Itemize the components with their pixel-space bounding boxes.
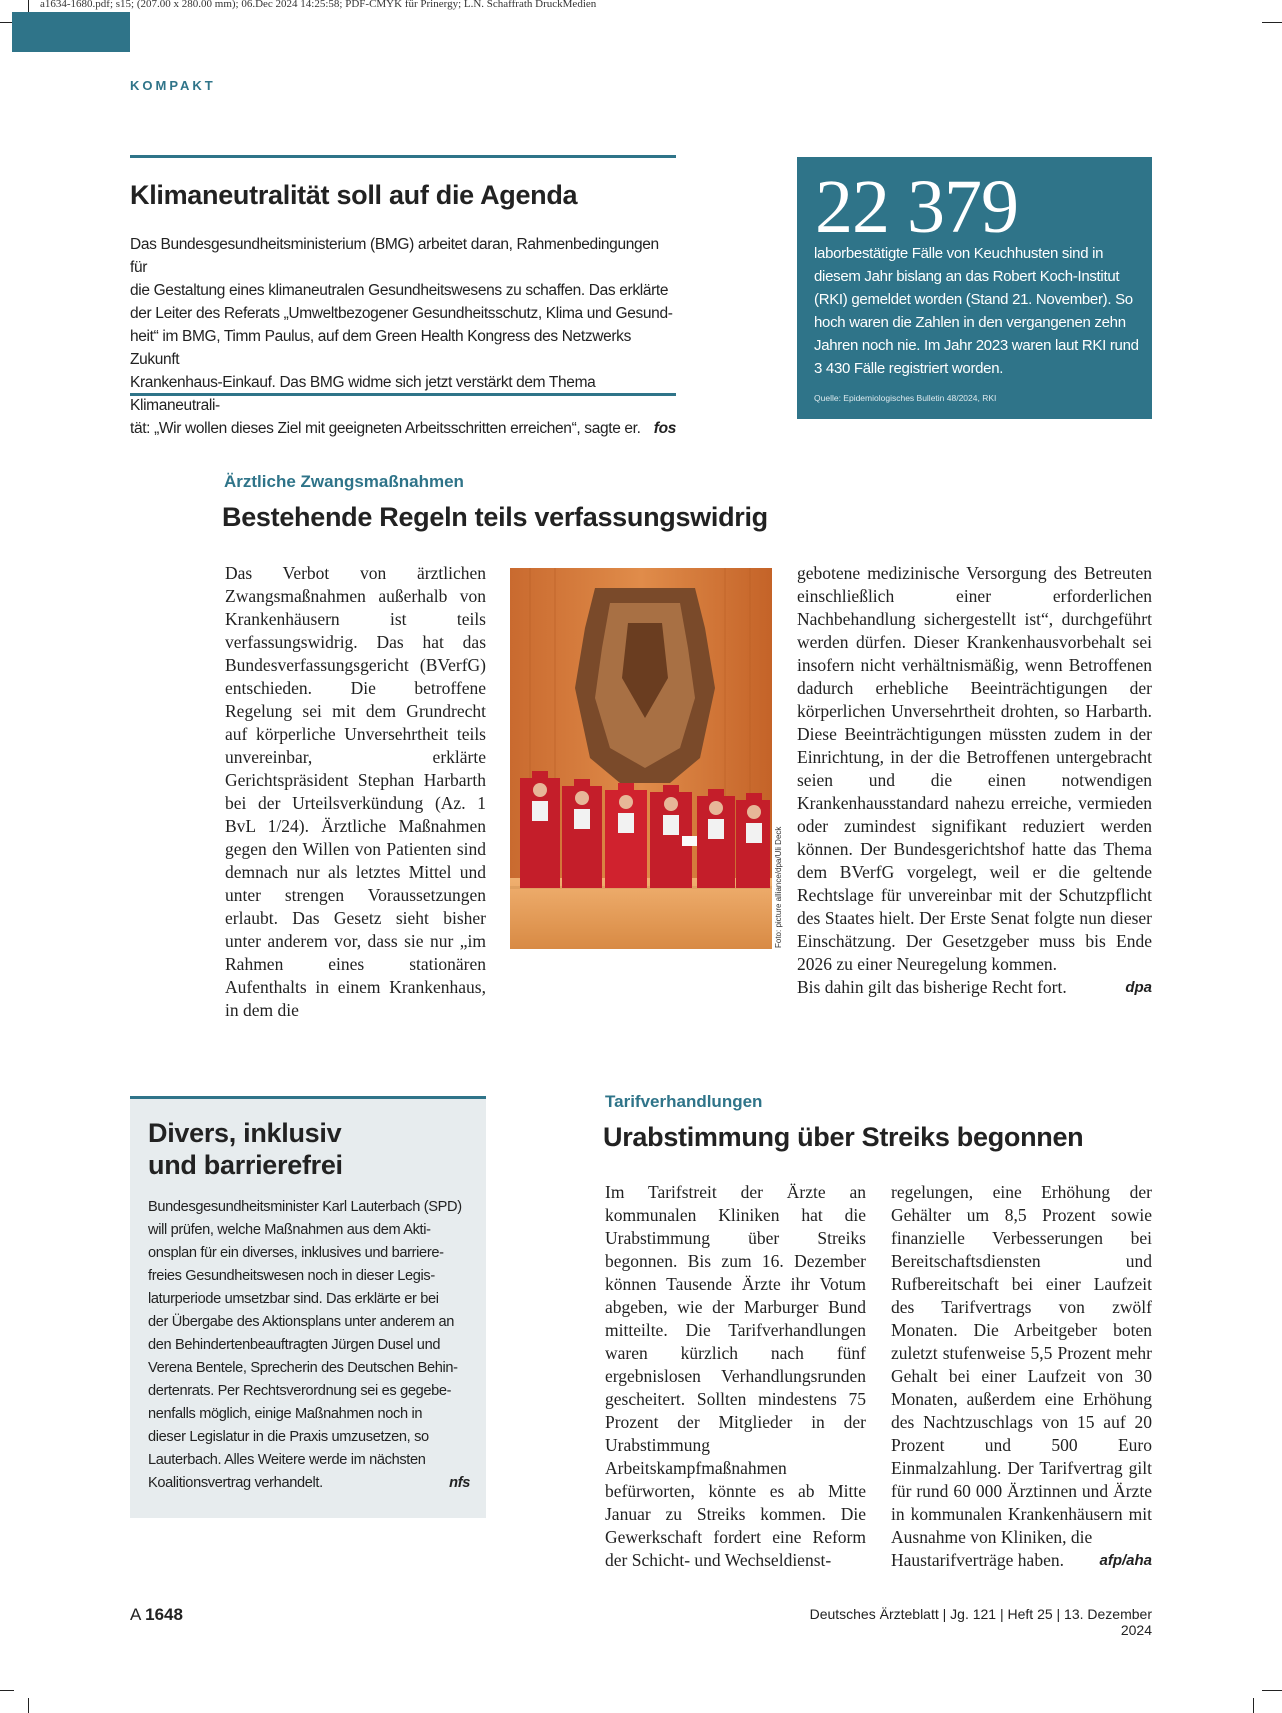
article1-top-rule <box>130 155 676 158</box>
stat-number: 22 379 <box>815 165 1018 249</box>
crop-mark <box>0 1690 14 1691</box>
article3-line: laturperiode umsetzbar sind. Das erklärte er bei <box>148 1291 439 1307</box>
article3-line: nenfalls möglich, einige Maßnahmen noch in <box>148 1406 423 1422</box>
article1-line: heit“ im BMG, Timm Paulus, auf dem Green Health Kongress des Netzwerks Zukunft <box>130 328 631 368</box>
print-info-slug: a1634-1680.pdf; s15; (207.00 x 280.00 mm); 06.Dec 2024 14:25:58; PDF-CMYK für Prinergy; L.N. Schaffrath DruckMedien <box>40 0 597 10</box>
crop-mark <box>1262 1690 1282 1691</box>
article3-line: will prüfen, welche Maßnahmen aus dem Akti- <box>148 1222 431 1238</box>
article3-line: onsplan für ein diverses, inklusives und barriere- <box>148 1245 444 1261</box>
article1-line: der Leiter des Referats „Umweltbezogener Gesundheitsschutz, Klima und Gesund- <box>130 305 673 322</box>
article3-line: dieser Legislatur in die Praxis umzusetzen, so <box>148 1429 429 1445</box>
article2-col2 <box>797 562 1152 999</box>
article4-col2 <box>891 1181 1152 1572</box>
article3-line: der Übergabe des Aktionsplans unter anderem an <box>148 1314 454 1330</box>
stat-text: laborbestätigte Fälle von Keuchhusten sind in diesem Jahr bislang an das Robert Koch-Institut (RKI) gemeldet worden (Stand 21. November). So hoch waren die Zahlen in den vergangenen zehn Jahren noch nie. Im Jahr 2023 waren laut RKI rund 3 430 Fälle registriert worden. <box>814 245 1139 377</box>
page-number <box>130 1605 183 1625</box>
article1-line-last <box>130 417 676 440</box>
article3-line: Bundesgesundheitsminister Karl Lauterbach (SPD) <box>148 1199 462 1215</box>
article2-title: Bestehende Regeln teils verfassungswidrig <box>222 502 768 532</box>
article3-body <box>148 1196 470 1495</box>
stat-source: Quelle: Epidemiologisches Bulletin 48/2024, RKI <box>814 393 997 403</box>
article1-line: Krankenhaus-Einkauf. Das BMG widme sich jetzt verstärkt dem Thema Klimaneutrali- <box>130 374 596 414</box>
article3-title-line: Divers, inklusiv <box>148 1118 342 1148</box>
article3-line: Koalitionsvertrag verhandelt. <box>148 1475 323 1491</box>
crop-mark <box>1253 1698 1254 1713</box>
article1-line: die Gestaltung eines klimaneutralen Gesundheitswesens zu schaffen. Das erklärte <box>130 282 669 299</box>
court-photo <box>510 568 772 949</box>
article3-title <box>148 1117 343 1181</box>
page-prefix: A <box>130 1605 141 1624</box>
article3-box <box>130 1099 486 1518</box>
article3-line: freies Gesundheitswesen noch in dieser Legis- <box>148 1268 435 1284</box>
article3-title-line: und barrierefrei <box>148 1150 343 1180</box>
article4-kicker: Tarifverhandlungen <box>605 1092 763 1111</box>
article4-col2-text: regelungen, eine Erhöhung der Gehälter um 8,5 Prozent sowie finanzielle Verbesserungen bei Bereitschaftsdiensten und Rufbereitschaft bei einer Laufzeit des Tarifvertrags von zwölf Monaten. Die Arbeitgeber boten zuletzt stufenweise 5,5 Prozent mehr Gehalt bei einer Laufzeit von 30 Monaten, außerdem eine Erhöhung des Nachtzuschlags von 15 auf 20 Prozent und 500 Euro Einmalzahlung. Der Tarifvertrag gilt für rund 60 000 Ärztinnen und Ärzte in kommunalen Krankenhäusern mit Ausnahme von Kliniken, die <box>891 1182 1152 1547</box>
article2-col1: Das Verbot von ärztlichen Zwangsmaßnahmen außerhalb von Krankenhäusern ist teils verfassungswidrig. Das hat das Bundesverfassungsgericht (BVerfG) entschieden. Die betroffene Regelung sei mit dem Grundrecht auf körperliche Unversehrtheit teils unvereinbar, erklärte Gerichtspräsident Stephan Harbarth bei der Urteilsverkündung (Az. 1 BvL 1/24). Ärztliche Maßnahmen gegen den Willen von Patienten sind demnach nur als letztes Mittel und unter strengen Voraussetzungen erlaubt. Das Gesetz sieht bisher unter anderem vor, dass sie nur „im Rahmen eines stationären Aufenthalts in einem Krankenhaus, in dem die <box>225 563 486 1020</box>
article3-line-last <box>148 1472 470 1495</box>
article1-body <box>130 233 676 440</box>
journal-info: Deutsches Ärzteblatt | Jg. 121 | Heft 25 | 13. Dezember 2024 <box>809 1606 1152 1638</box>
article4-col2-last-line <box>891 1549 1152 1572</box>
article3-line: dertenrats. Per Rechtsverordnung sei es gegebe- <box>148 1383 452 1399</box>
corner-color-block <box>12 12 130 52</box>
article2-last-line: Bis dahin gilt das bisherige Recht fort. <box>797 977 1067 997</box>
article3-author-tag: nfs <box>449 1475 470 1491</box>
page-number-value: 1648 <box>145 1605 183 1624</box>
article4-title: Urabstimmung über Streiks begonnen <box>603 1122 1084 1152</box>
article2-col2-last-line <box>797 976 1152 999</box>
article1-line: tät: „Wir wollen dieses Ziel mit geeigneten Arbeitsschritten erreichen“, sagte er. <box>130 420 641 437</box>
article4-col1: Im Tarifstreit der Ärzte an kommunalen Kliniken hat die Urabstimmung über Streiks begonnen. Bis zum 16. Dezember können Tausende Ärzte ihr Votum abgeben, wie der Marburger Bund mitteilte. Die Tarifverhandlungen waren kürzlich nach fünf ergebnislosen Verhandlungsrunden gescheitert. Sollten mindestens 75 Prozent der Mitglieder in der Urabstimmung Arbeitskampfmaßnahmen befürworten, könnte es ab Mitte Januar zu Streiks kommen. Die Gewerkschaft fordert eine Reform der Schicht- und Wechseldienst- <box>605 1182 866 1570</box>
crop-mark <box>1262 22 1282 23</box>
article1-bottom-rule <box>130 393 676 396</box>
article4-last-line: Haustarifverträge haben. <box>891 1550 1064 1570</box>
article3-line: Lauterbach. Alles Weitere werde im nächsten <box>148 1452 426 1468</box>
article2-author-tag: dpa <box>1125 979 1152 996</box>
article2-kicker: Ärztliche Zwangsmaßnahmen <box>224 472 464 491</box>
photo-credit: Foto: picture alliance/dpa/Uli Deck <box>774 826 783 948</box>
article4-author-tag: afp/aha <box>1099 1552 1152 1569</box>
article2-col2-text: gebotene medizinische Versorgung des Betreuten einschließlich einer erforderlichen Nachbehandlung sichergestellt ist“, durchgeführt werden dürfen. Dieser Krankenhausvorbehalt sei insofern nicht verhältnismäßig, wenn Betroffenen dadurch erhebliche Beeinträchtigungen der körperlichen Unversehrtheit drohten, so Harbarth. Diese Beeinträchtigungen müssten zudem in der Einrichtung, in der die Betroffenen untergebracht seien und die einen notwendigen Krankenhausstandard nahezu erreiche, vermieden oder zumindest signifikant reduziert werden können. Der Bundesgerichtshof hatte das Thema dem BVerfG vorgelegt, weil er die geltende Rechtslage für unvereinbar mit der Schutzpflicht des Staates hielt. Der Erste Senat folgte nun dieser Einschätzung. Der Gesetzgeber muss bis Ende 2026 zu einer Neuregelung kommen. <box>797 563 1152 974</box>
article1-title: Klimaneutralität soll auf die Agenda <box>130 180 578 210</box>
stat-box <box>797 157 1152 419</box>
article3-line: Verena Bentele, Sprecherin des Deutschen Behin- <box>148 1360 458 1376</box>
article3-line: den Behindertenbeauftragten Jürgen Dusel und <box>148 1337 441 1353</box>
article1-author-tag: fos <box>653 420 676 437</box>
section-label: KOMPAKT <box>130 78 216 93</box>
article1-line: Das Bundesgesundheitsministerium (BMG) arbeitet daran, Rahmenbedingungen für <box>130 236 659 276</box>
crop-mark <box>28 1698 29 1713</box>
